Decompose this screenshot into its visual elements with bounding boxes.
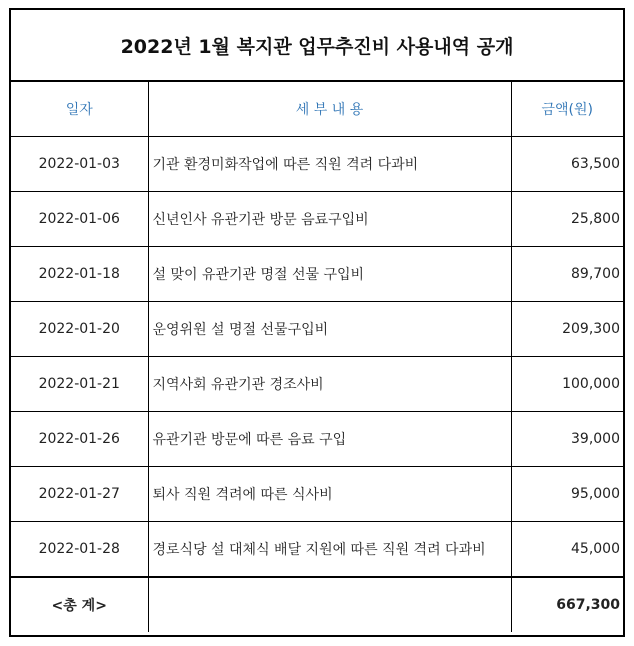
row-date: 2022-01-18 — [11, 247, 148, 302]
row-amount: 95,000 — [511, 467, 623, 522]
row-description: 경로식당 설 대체식 배달 지원에 따른 직원 격려 다과비 — [148, 522, 511, 578]
row-amount: 89,700 — [511, 247, 623, 302]
total-description-empty — [148, 577, 511, 632]
row-date: 2022-01-21 — [11, 357, 148, 412]
table-row — [11, 137, 623, 192]
row-description: 신년인사 유관기관 방문 음료구입비 — [148, 192, 511, 247]
header-date: 일자 — [11, 82, 148, 137]
row-date: 2022-01-28 — [11, 522, 148, 578]
table-row — [11, 522, 623, 578]
table-row — [11, 467, 623, 522]
row-date: 2022-01-26 — [11, 412, 148, 467]
row-amount: 209,300 — [511, 302, 623, 357]
row-amount: 100,000 — [511, 357, 623, 412]
total-label: <총 계> — [11, 577, 148, 632]
table-row — [11, 302, 623, 357]
row-date: 2022-01-27 — [11, 467, 148, 522]
table-row — [11, 412, 623, 467]
row-amount: 63,500 — [511, 137, 623, 192]
page-title: 2022년 1월 복지관 업무추진비 사용내역 공개 — [11, 10, 623, 82]
header-amount: 금액(원) — [511, 82, 623, 137]
row-description: 설 맞이 유관기관 명절 선물 구입비 — [148, 247, 511, 302]
row-description: 운영위원 설 명절 선물구입비 — [148, 302, 511, 357]
row-amount: 39,000 — [511, 412, 623, 467]
table-row — [11, 192, 623, 247]
total-row — [11, 577, 623, 632]
row-amount: 25,800 — [511, 192, 623, 247]
header-description: 세 부 내 용 — [148, 82, 511, 137]
table-row — [11, 357, 623, 412]
row-date: 2022-01-03 — [38, 156, 120, 172]
expense-table — [11, 82, 623, 632]
row-description: 기관 환경미화작업에 따른 직원 격려 다과비 — [148, 137, 511, 192]
expense-sheet — [9, 8, 625, 637]
row-description: 유관기관 방문에 따른 음료 구입 — [148, 412, 511, 467]
row-amount: 45,000 — [511, 522, 623, 578]
total-amount: 667,300 — [511, 577, 623, 632]
table-row — [11, 247, 623, 302]
row-description: 퇴사 직원 격려에 따른 식사비 — [148, 467, 511, 522]
row-description: 지역사회 유관기관 경조사비 — [148, 357, 511, 412]
row-date: 2022-01-20 — [11, 302, 148, 357]
row-date: 2022-01-06 — [11, 192, 148, 247]
table-header-row — [11, 82, 623, 137]
